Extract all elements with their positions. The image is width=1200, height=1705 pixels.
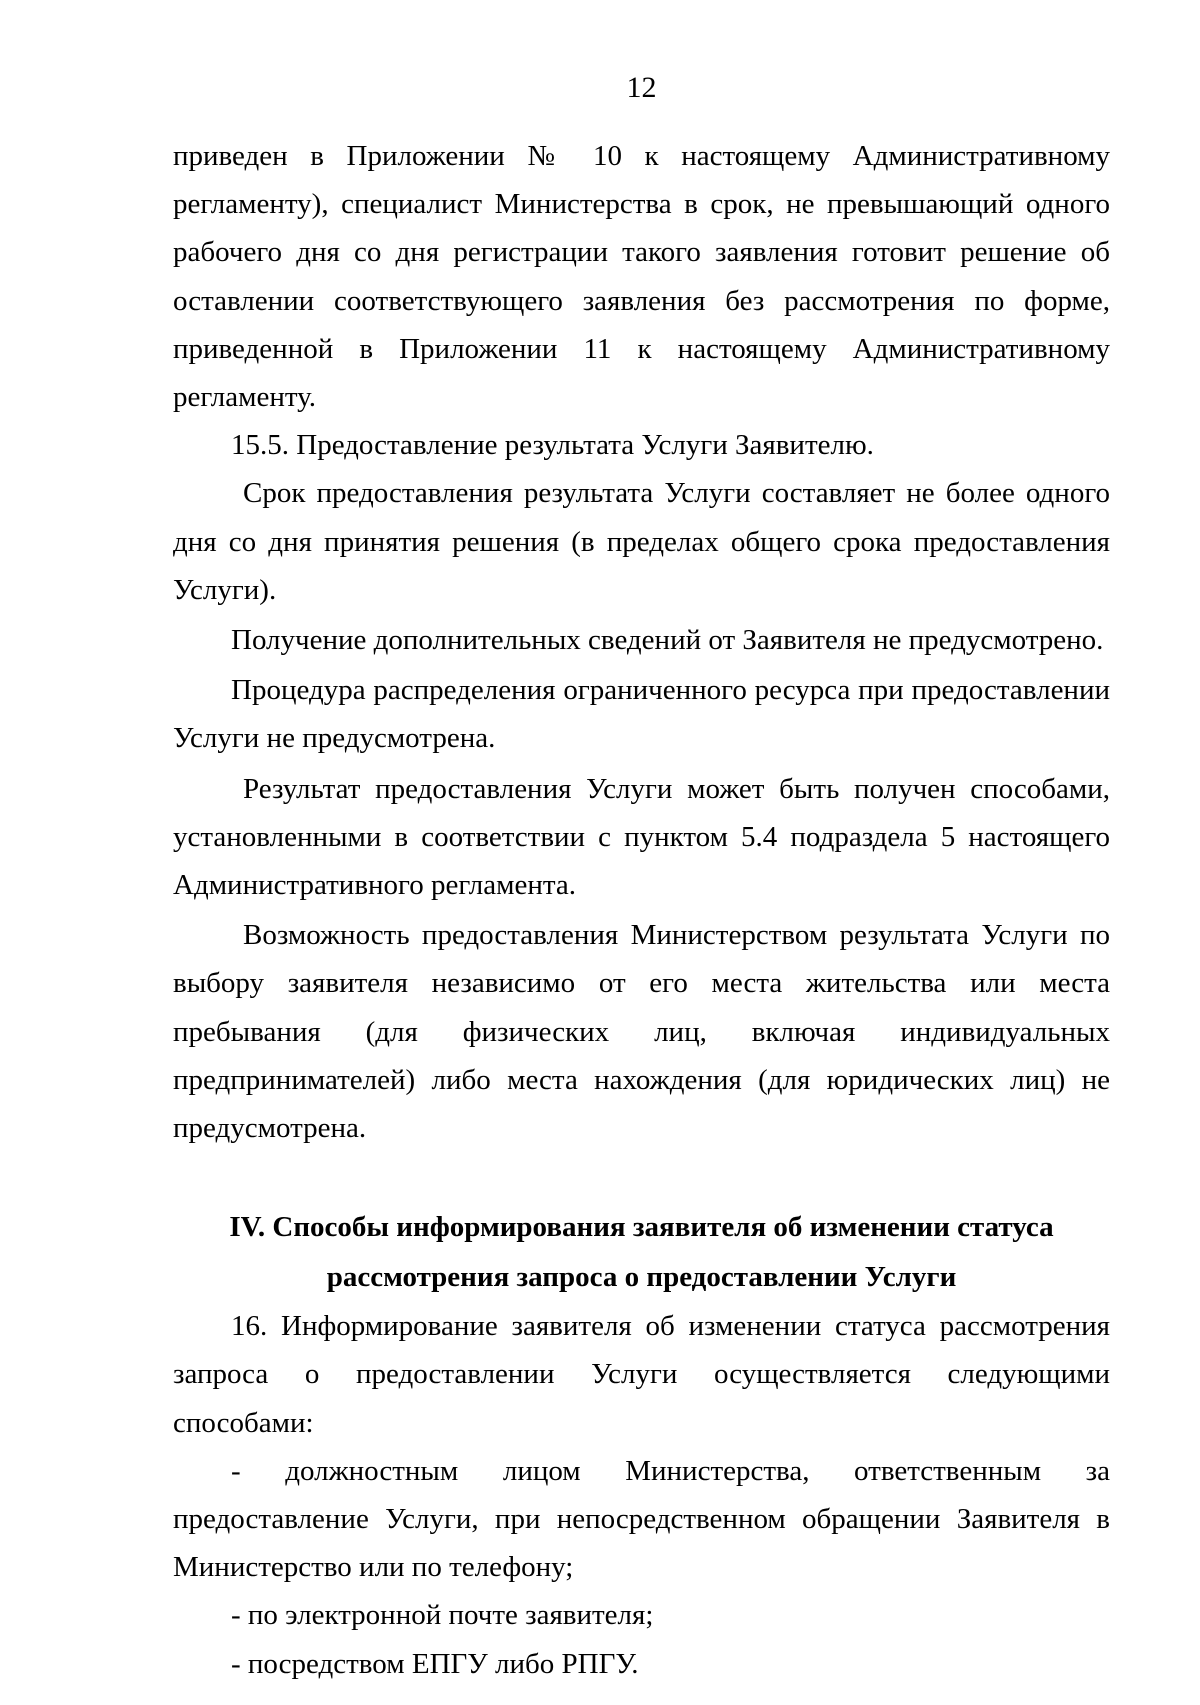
list-item-official: - должностным лицом Министерства, ответственным за предоставление Услуги, при непосредственном обращении Заявителя в Министерство или по телефону; <box>173 1454 1110 1584</box>
paragraph-additional-info: Получение дополнительных сведений от Заявителя не предусмотрено. <box>231 624 1104 657</box>
document-body <box>173 132 1110 1688</box>
page-number: 12 <box>626 71 657 104</box>
list-item-portal: - посредством ЕПГУ либо РПГУ. <box>231 1647 639 1680</box>
paragraph-result-methods: Результат предоставления Услуги может быть получен способами, установленными в соответствии с пунктом 5.4 подраздела 5 настоящего Административного регламента. <box>173 772 1110 902</box>
section-heading-line-1: IV. Способы информирования заявителя об изменении статуса <box>229 1211 1054 1244</box>
paragraph-extraterritorial: Возможность предоставления Министерством результата Услуги по выбору заявителя независимо от его места жительства или места пребывания (для физических лиц, включая индивидуальных предпринимателей) либо места нахождения (для юридических лиц) не предусмотрена. <box>173 919 1110 1145</box>
list-item-email: - по электронной почте заявителя; <box>231 1599 654 1632</box>
paragraph-deadline: Срок предоставления результата Услуги составляет не более одного дня со дня принятия решения (в пределах общего срока предоставления Услуги). <box>173 477 1110 606</box>
paragraph-continuation: приведен в Приложении № 10 к настоящему Административному регламенту), специалист Министерства в срок, не превышающий одного рабочего дня со дня регистрации такого заявления готовит решение об оставлении соответствующего заявления без рассмотрения по форме, приведенной в Приложении 11 к настоящему Административному регламенту. <box>173 140 1110 414</box>
paragraph-item-15-5: 15.5. Предоставление результата Услуги Заявителю. <box>231 429 874 462</box>
paragraph-resource-procedure: Процедура распределения ограниченного ресурса при предоставлении Услуги не предусмотрена. <box>173 674 1110 755</box>
paragraph-item-16: 16. Информирование заявителя об изменении статуса рассмотрения запроса о предоставлении Услуги осуществляется следующими способами: <box>173 1310 1110 1439</box>
section-heading <box>173 1202 1110 1302</box>
section-heading-line-2: рассмотрения запроса о предоставлении Услуги <box>326 1261 957 1294</box>
